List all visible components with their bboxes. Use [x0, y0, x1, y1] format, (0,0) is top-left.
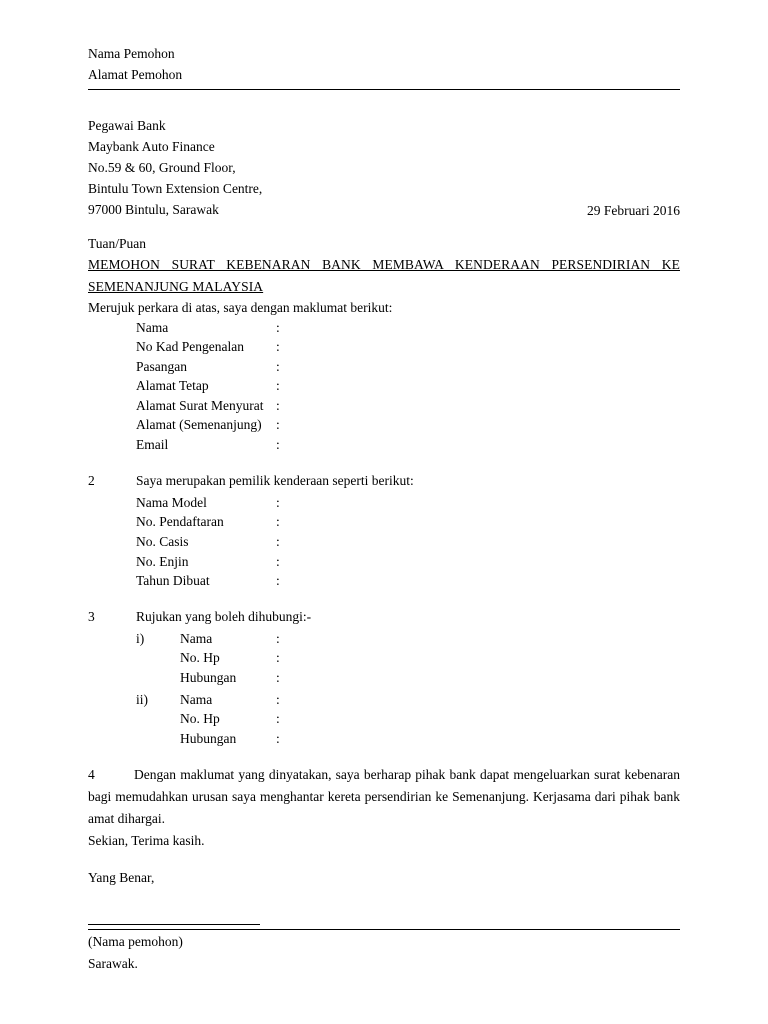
field-value[interactable] [290, 709, 680, 729]
field-label: Hubungan [180, 670, 237, 686]
closing-line: Yang Benar, [88, 870, 155, 886]
section-number: 3 [88, 608, 95, 624]
indent [88, 729, 136, 749]
signature-line [88, 923, 260, 925]
field-colon: : [276, 397, 280, 413]
indent [88, 512, 136, 532]
subject-text: MEMOHON SURAT KEBENARAN BANK MEMBAWA KENDERAAN PERSENDIRIAN KE SEMENANJUNG MALAYSIA [88, 257, 680, 295]
intro-paragraph: Merujuk perkara di atas, saya dengan maklumat berikut: [88, 299, 393, 315]
field-colon: : [276, 319, 280, 335]
field-value[interactable] [290, 396, 680, 416]
field-value[interactable] [290, 415, 680, 435]
recipient-line: Maybank Auto Finance [88, 138, 215, 154]
field-colon: : [276, 417, 280, 433]
field-value[interactable] [290, 571, 680, 591]
recipient-line: 97000 Bintulu, Sarawak [88, 201, 219, 217]
section-number: 4 [88, 767, 95, 783]
indent [88, 435, 136, 455]
referee-marker: i) [136, 630, 145, 646]
field-value[interactable] [290, 376, 680, 396]
field-value[interactable] [290, 729, 680, 749]
field-label: No. Pendaftaran [136, 514, 224, 530]
indent [88, 648, 136, 668]
indent [88, 493, 136, 513]
field-row [88, 648, 680, 668]
sender-address: Alamat Pemohon [88, 66, 183, 82]
section-2 [88, 471, 680, 491]
referee-2 [88, 690, 680, 749]
footer-divider [88, 929, 680, 930]
field-colon: : [276, 730, 280, 746]
signature-place: Sarawak. [88, 955, 138, 971]
field-row [88, 435, 680, 455]
field-value[interactable] [290, 318, 680, 338]
field-value[interactable] [290, 552, 680, 572]
indent [88, 552, 136, 572]
field-label: Nama [180, 630, 213, 646]
recipient-row [88, 116, 680, 221]
indent [88, 357, 136, 377]
field-value[interactable] [290, 668, 680, 688]
field-value[interactable] [290, 690, 680, 710]
indent [88, 318, 136, 338]
field-row [88, 690, 680, 710]
field-colon: : [276, 630, 280, 646]
field-label: Hubungan [180, 730, 237, 746]
field-colon: : [276, 711, 280, 727]
field-label: Email [136, 437, 169, 453]
section-heading: Rujukan yang boleh dihubungi:- [136, 608, 312, 624]
indent [88, 532, 136, 552]
field-colon: : [276, 533, 280, 549]
field-value[interactable] [290, 357, 680, 377]
indent [88, 337, 136, 357]
indent [88, 396, 136, 416]
field-label: No. Enjin [136, 553, 189, 569]
recipient-line: No.59 & 60, Ground Floor, [88, 159, 236, 175]
field-colon: : [276, 358, 280, 374]
field-row [88, 532, 680, 552]
field-label: No. Hp [180, 650, 220, 666]
field-value[interactable] [290, 629, 680, 649]
signature-name: (Nama pemohon) [88, 934, 183, 950]
subject-line [88, 254, 680, 297]
indent [88, 690, 136, 710]
field-value[interactable] [290, 648, 680, 668]
field-label: Alamat Surat Menyurat [136, 397, 264, 413]
indent [88, 709, 136, 729]
field-value[interactable] [290, 532, 680, 552]
field-row [88, 629, 680, 649]
field-colon: : [276, 378, 280, 394]
field-colon: : [276, 553, 280, 569]
indent [136, 668, 180, 688]
field-row [88, 415, 680, 435]
field-colon: : [276, 650, 280, 666]
field-colon: : [276, 670, 280, 686]
section-heading: Saya merupakan pemilik kenderaan seperti berikut: [136, 472, 414, 488]
field-value[interactable] [290, 435, 680, 455]
indent [88, 376, 136, 396]
field-row [88, 552, 680, 572]
referee-marker: ii) [136, 691, 148, 707]
field-value[interactable] [290, 512, 680, 532]
indent [88, 415, 136, 435]
recipient-line: Bintulu Town Extension Centre, [88, 180, 263, 196]
field-colon: : [276, 494, 280, 510]
field-row [88, 571, 680, 591]
field-colon: : [276, 437, 280, 453]
field-value[interactable] [290, 493, 680, 513]
field-colon: : [276, 573, 280, 589]
indent [88, 629, 136, 649]
sender-block [88, 44, 680, 86]
field-row [88, 512, 680, 532]
indent [136, 648, 180, 668]
field-row [88, 709, 680, 729]
indent [88, 668, 136, 688]
field-colon: : [276, 339, 280, 355]
field-row [88, 729, 680, 749]
section-3 [88, 607, 680, 627]
field-label: No. Hp [180, 711, 220, 727]
section-number: 2 [88, 472, 95, 488]
recipient-block [88, 116, 262, 221]
referee-1 [88, 629, 680, 688]
field-label: Nama [180, 691, 213, 707]
field-label: Alamat Tetap [136, 378, 209, 394]
vehicle-fields [88, 493, 680, 591]
indent [136, 709, 180, 729]
indent [136, 729, 180, 749]
field-label: No. Casis [136, 533, 189, 549]
section-text: Dengan maklumat yang dinyatakan, saya berharap pihak bank dapat mengeluarkan surat kebenaran bagi memudahkan urusan saya menghantar kereta persendirian ke Semenanjung. Kerjasama dari pihak bank amat dihargai. [88, 767, 680, 826]
salutation: Tuan/Puan [88, 236, 147, 252]
field-row [88, 493, 680, 513]
field-row [88, 318, 680, 338]
field-row [88, 376, 680, 396]
field-label: Pasangan [136, 358, 187, 374]
applicant-fields [88, 318, 680, 455]
field-label: Alamat (Semenanjung) [136, 417, 262, 433]
field-colon: : [276, 514, 280, 530]
section-4 [88, 764, 680, 830]
thanks-line: Sekian, Terima kasih. [88, 832, 205, 848]
recipient-line: Pegawai Bank [88, 117, 166, 133]
field-row [88, 668, 680, 688]
field-label: Tahun Dibuat [136, 573, 210, 589]
field-row [88, 396, 680, 416]
field-label: No Kad Pengenalan [136, 339, 244, 355]
field-row [88, 357, 680, 377]
sender-name: Nama Pemohon [88, 46, 175, 61]
field-label: Nama [136, 319, 169, 335]
field-row [88, 337, 680, 357]
indent [88, 571, 136, 591]
letter-date: 29 Februari 2016 [587, 203, 680, 219]
field-colon: : [276, 691, 280, 707]
field-label: Nama Model [136, 494, 207, 510]
field-value[interactable] [290, 337, 680, 357]
